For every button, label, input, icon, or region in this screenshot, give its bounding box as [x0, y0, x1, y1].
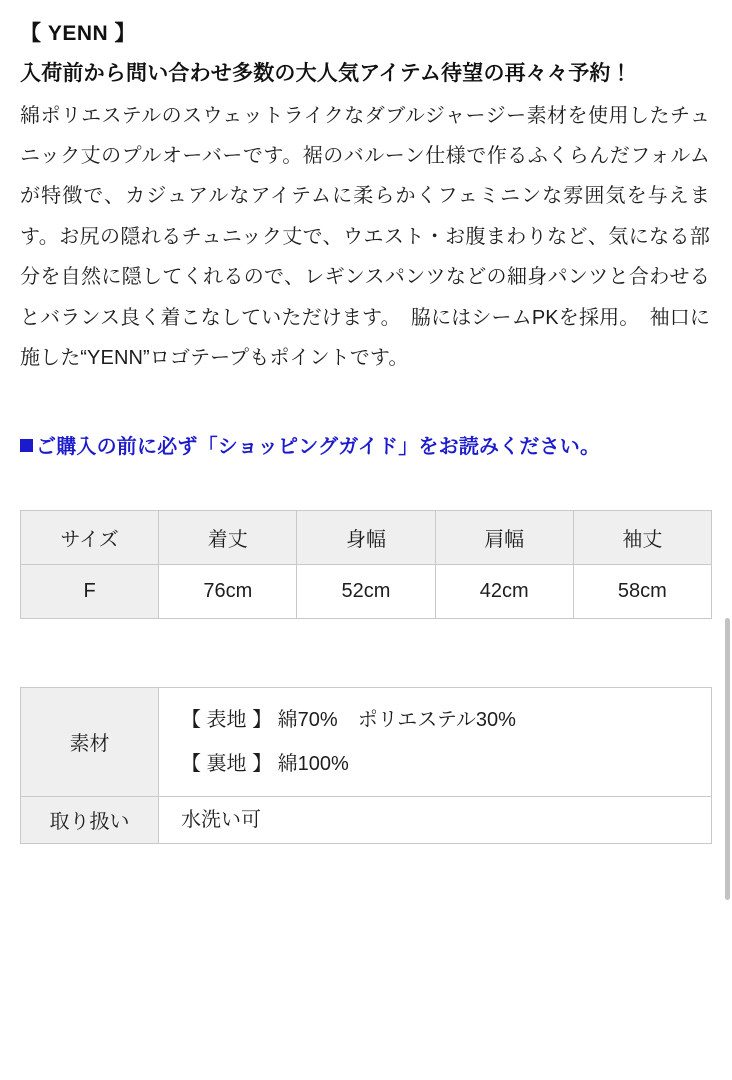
table-header-row — [21, 510, 712, 564]
spec-value-material-line-1: 【 表地 】 綿70% ポリエステル30% — [181, 708, 516, 731]
spec-label-material: 素材 — [21, 687, 159, 796]
size-cell-sleeve: 58cm — [573, 564, 711, 618]
size-table-header-shoulder: 肩幅 — [435, 510, 573, 564]
headline-text: 入荷前から問い合わせ多数の大人気アイテム待望の再々々予約！ — [20, 61, 632, 85]
size-table-header-width: 身幅 — [297, 510, 435, 564]
size-cell-length: 76cm — [159, 564, 297, 618]
table-row — [21, 796, 712, 843]
size-cell-shoulder: 42cm — [435, 564, 573, 618]
size-table-header-length: 着丈 — [159, 510, 297, 564]
table-row — [21, 564, 712, 618]
spec-label-care: 取り扱い — [21, 796, 159, 843]
square-bullet-icon — [20, 439, 33, 452]
size-table — [20, 510, 712, 619]
vertical-scrollbar[interactable] — [724, 0, 732, 1080]
size-cell-size: F — [21, 564, 159, 618]
shopping-guide-note-text: ご購入の前に必ず「ショッピングガイド」をお読みください。 — [36, 436, 601, 459]
spec-table — [20, 687, 712, 844]
table-row — [21, 687, 712, 796]
shopping-guide-note — [20, 430, 710, 466]
size-table-header-size: サイズ — [21, 510, 159, 564]
spec-value-material-line-2: 【 裏地 】 綿100% — [181, 752, 349, 775]
spec-value-care: 水洗い可 — [159, 796, 712, 843]
scrollbar-thumb[interactable] — [725, 618, 730, 900]
spec-value-material — [159, 687, 712, 796]
brand-name: 【 YENN 】 — [20, 22, 137, 45]
size-table-header-sleeve: 袖丈 — [573, 510, 711, 564]
product-description-body: 綿ポリエステルのスウェットライクなダブルジャージー素材を使用したチュニック丈のプルオーバーです。裾のバルーン仕様で作るふくらんだフォルムが特徴で、カジュアルなアイテムに柔らかくフェミニンな雰囲気を与えます。お尻の隠れるチュニック丈で、ウエスト・お腹まわりなど、気になる部分を自然に隠してくれるので、レギンスパンツなどの細身パンツと合わせるとバランス良く着こなしていただけます。 脇にはシームPKを採用。 袖口に施した“YENN”ロゴテープもポイントです。 — [20, 104, 710, 369]
size-cell-width: 52cm — [297, 564, 435, 618]
